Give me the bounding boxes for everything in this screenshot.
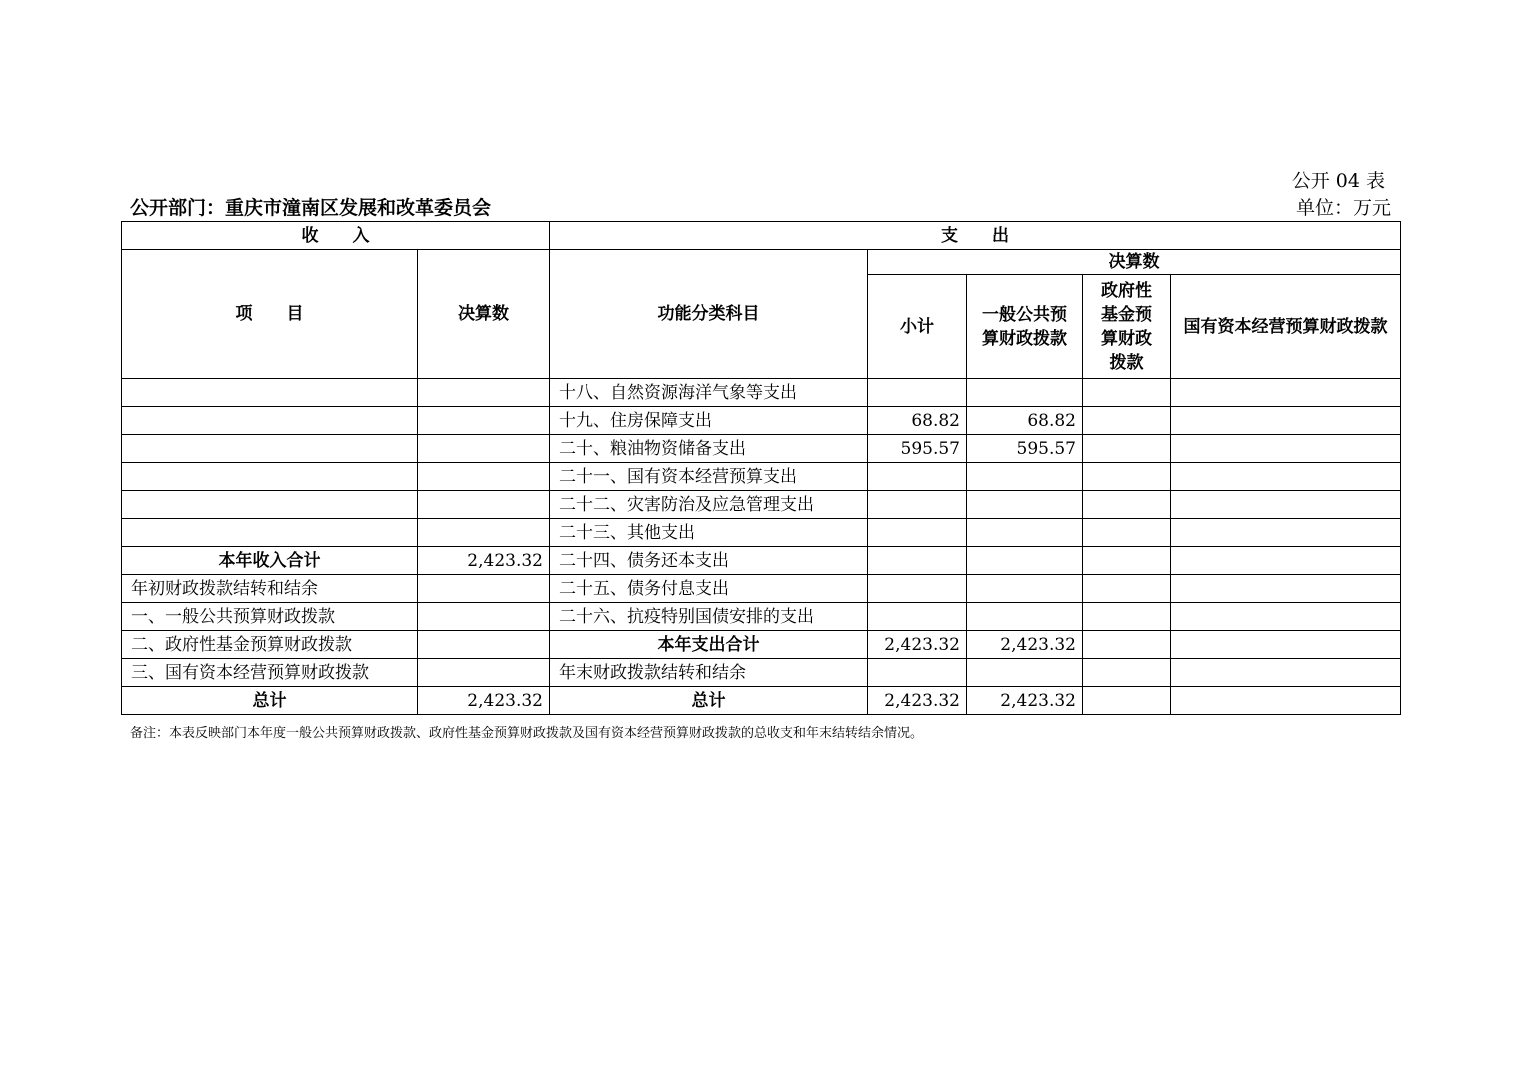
income-amount-cell	[418, 575, 550, 603]
subtotal-cell	[868, 379, 967, 407]
col-soe-budget-header: 国有资本经营预算财政拨款	[1171, 275, 1401, 379]
general-budget-cell: 2,423.32	[967, 687, 1083, 715]
soe-budget-cell	[1171, 435, 1401, 463]
col-subtotal-header: 小计	[868, 275, 967, 379]
income-amount-cell: 2,423.32	[418, 547, 550, 575]
soe-budget-cell	[1171, 687, 1401, 715]
function-item-cell: 十九、住房保障支出	[550, 407, 868, 435]
header-row-2	[122, 250, 1401, 275]
function-item-cell: 年末财政拨款结转和结余	[550, 659, 868, 687]
function-item-cell: 二十一、国有资本经营预算支出	[550, 463, 868, 491]
soe-budget-cell	[1171, 463, 1401, 491]
gov-fund-cell	[1083, 435, 1171, 463]
footnote: 备注：本表反映部门本年度一般公共预算财政拨款、政府性基金预算财政拨款及国有资本经营预算财政拨款的总收支和年末结转结余情况。	[130, 726, 924, 741]
income-item-cell: 三、国有资本经营预算财政拨款	[122, 659, 418, 687]
function-item-cell: 二十、粮油物资储备支出	[550, 435, 868, 463]
general-budget-cell	[967, 491, 1083, 519]
gov-fund-cell	[1083, 659, 1171, 687]
income-item-cell: 二、政府性基金预算财政拨款	[122, 631, 418, 659]
income-item-cell	[122, 463, 418, 491]
table-code: 公开 04 表	[1291, 170, 1385, 192]
financial-table	[121, 221, 1401, 715]
col-item-header: 项 目	[122, 250, 418, 379]
subtotal-cell	[868, 603, 967, 631]
function-item-cell: 二十三、其他支出	[550, 519, 868, 547]
income-item-cell	[122, 519, 418, 547]
gov-fund-cell	[1083, 519, 1171, 547]
table-row	[122, 631, 1401, 659]
income-item-cell	[122, 491, 418, 519]
income-amount-cell	[418, 631, 550, 659]
table-row	[122, 435, 1401, 463]
soe-budget-cell	[1171, 575, 1401, 603]
gov-fund-cell	[1083, 547, 1171, 575]
gov-fund-cell	[1083, 687, 1171, 715]
gov-fund-cell	[1083, 631, 1171, 659]
general-budget-cell	[967, 463, 1083, 491]
gov-fund-cell	[1083, 379, 1171, 407]
table-row	[122, 379, 1401, 407]
table-row	[122, 407, 1401, 435]
general-budget-cell	[967, 379, 1083, 407]
soe-budget-cell	[1171, 407, 1401, 435]
income-header: 收 入	[122, 222, 550, 250]
income-amount-cell	[418, 603, 550, 631]
income-item-cell: 一、一般公共预算财政拨款	[122, 603, 418, 631]
function-item-cell: 二十五、债务付息支出	[550, 575, 868, 603]
income-amount-cell	[418, 463, 550, 491]
soe-budget-cell	[1171, 491, 1401, 519]
general-budget-cell: 2,423.32	[967, 631, 1083, 659]
table-row	[122, 519, 1401, 547]
function-item-cell: 二十六、抗疫特别国债安排的支出	[550, 603, 868, 631]
income-amount-cell	[418, 519, 550, 547]
income-amount-cell	[418, 435, 550, 463]
gov-fund-cell	[1083, 407, 1171, 435]
income-amount-cell	[418, 379, 550, 407]
function-item-cell: 二十四、债务还本支出	[550, 547, 868, 575]
subtotal-cell	[868, 519, 967, 547]
col-gov-fund-header: 政府性基金预算财政拨款	[1083, 275, 1171, 379]
general-budget-cell	[967, 659, 1083, 687]
function-item-cell: 本年支出合计	[550, 631, 868, 659]
income-amount-cell	[418, 659, 550, 687]
table-row	[122, 463, 1401, 491]
subtotal-cell: 595.57	[868, 435, 967, 463]
subtotal-cell: 2,423.32	[868, 687, 967, 715]
general-budget-cell: 68.82	[967, 407, 1083, 435]
subtotal-cell	[868, 659, 967, 687]
general-budget-cell	[967, 547, 1083, 575]
gov-fund-cell	[1083, 463, 1171, 491]
soe-budget-cell	[1171, 631, 1401, 659]
expense-header: 支 出	[550, 222, 1401, 250]
income-item-cell: 本年收入合计	[122, 547, 418, 575]
general-budget-cell: 595.57	[967, 435, 1083, 463]
header-row-1	[122, 222, 1401, 250]
function-item-cell: 总计	[550, 687, 868, 715]
income-item-cell	[122, 407, 418, 435]
soe-budget-cell	[1171, 547, 1401, 575]
income-item-cell	[122, 379, 418, 407]
subtotal-cell: 68.82	[868, 407, 967, 435]
table-row	[122, 603, 1401, 631]
col-general-budget-header: 一般公共预算财政拨款	[967, 275, 1083, 379]
department-title: 公开部门：重庆市潼南区发展和改革委员会	[130, 197, 492, 219]
subtotal-cell: 2,423.32	[868, 631, 967, 659]
income-item-cell: 总计	[122, 687, 418, 715]
soe-budget-cell	[1171, 603, 1401, 631]
subtotal-cell	[868, 547, 967, 575]
table-row	[122, 491, 1401, 519]
soe-budget-cell	[1171, 519, 1401, 547]
unit-label: 单位：万元	[1295, 197, 1391, 219]
subtotal-cell	[868, 491, 967, 519]
soe-budget-cell	[1171, 659, 1401, 687]
table-row	[122, 575, 1401, 603]
table-row	[122, 659, 1401, 687]
general-budget-cell	[967, 575, 1083, 603]
function-item-cell: 十八、自然资源海洋气象等支出	[550, 379, 868, 407]
general-budget-cell	[967, 603, 1083, 631]
income-item-cell	[122, 435, 418, 463]
gov-fund-cell	[1083, 603, 1171, 631]
gov-fund-cell	[1083, 575, 1171, 603]
soe-budget-cell	[1171, 379, 1401, 407]
income-amount-cell	[418, 491, 550, 519]
table-row	[122, 547, 1401, 575]
subtotal-cell	[868, 575, 967, 603]
table-row	[122, 687, 1401, 715]
income-amount-cell: 2,423.32	[418, 687, 550, 715]
col-function-header: 功能分类科目	[550, 250, 868, 379]
income-item-cell: 年初财政拨款结转和结余	[122, 575, 418, 603]
gov-fund-cell	[1083, 491, 1171, 519]
final-amount-group-header: 决算数	[868, 250, 1401, 275]
function-item-cell: 二十二、灾害防治及应急管理支出	[550, 491, 868, 519]
general-budget-cell	[967, 519, 1083, 547]
subtotal-cell	[868, 463, 967, 491]
col-amount-header: 决算数	[418, 250, 550, 379]
income-amount-cell	[418, 407, 550, 435]
